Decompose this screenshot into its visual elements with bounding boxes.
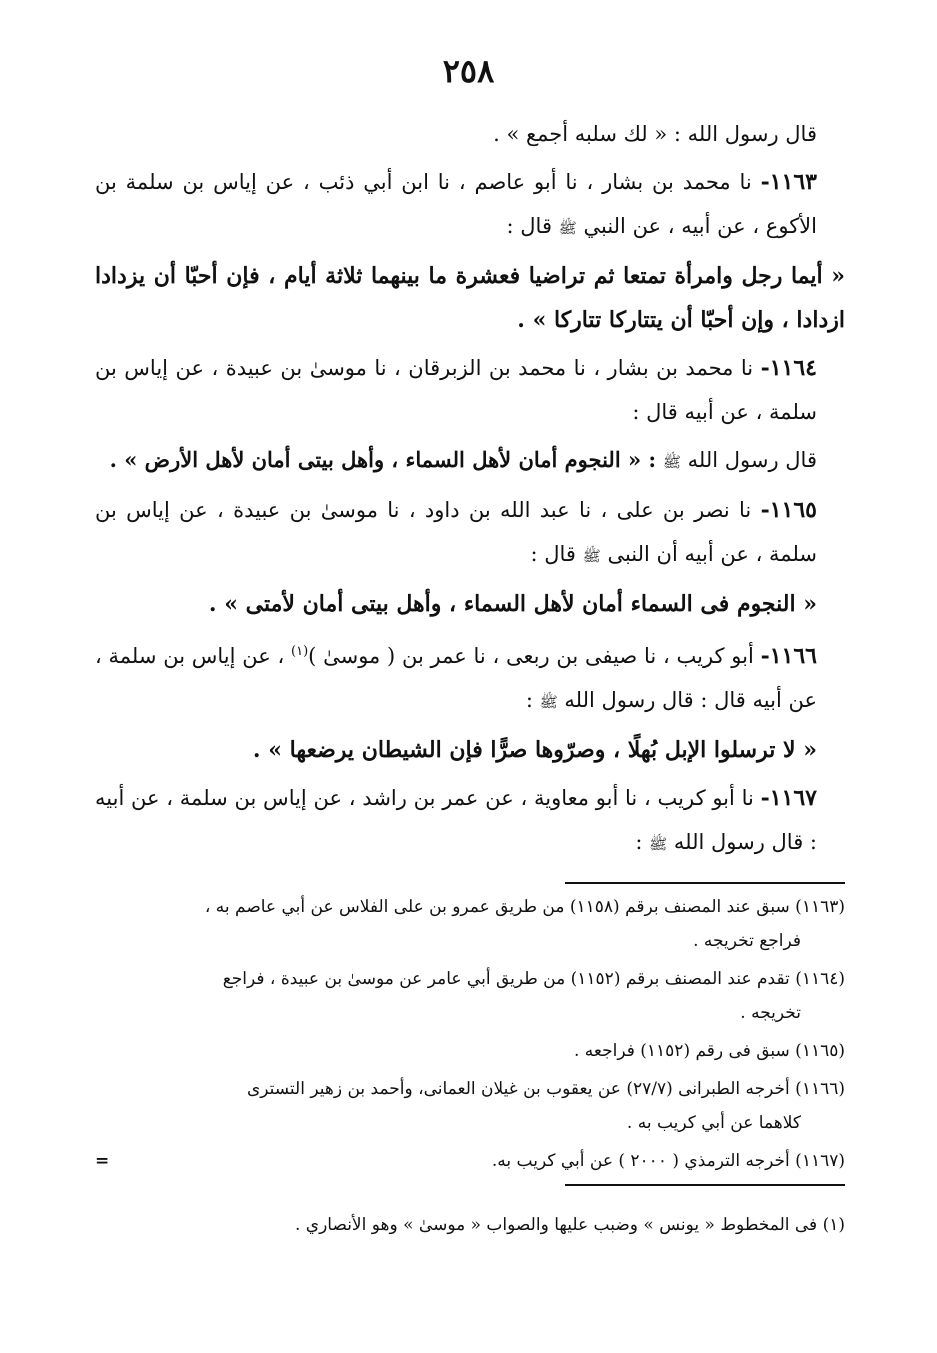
takhrij-notes xyxy=(95,890,845,1182)
paragraph-text: قال رسول الله : « لك سلبه أجمع » . xyxy=(493,122,817,146)
hadith-isnad: نا نصر بن على ، نا عبد الله بن داود ، نا موسىٰ بن عبيدة ، عن إياس بن سلمة ، عن أبيه أن النبى xyxy=(95,498,817,566)
hadith-1166-matn xyxy=(95,728,845,772)
continuation-mark: = xyxy=(95,1151,110,1171)
hadith-1164 xyxy=(95,346,845,434)
hadith-matn: « لا ترسلوا الإبل بُهلًا ، وصرّوها صرًّا فإن الشيطان يرضعها » . xyxy=(252,737,817,763)
hadith-isnad-end: : xyxy=(635,830,643,854)
hadith-number: ١١٦٣- xyxy=(760,169,817,195)
salutation-glyph: ﷺ xyxy=(649,835,668,853)
note-1164 xyxy=(95,962,845,1030)
hadith-1163 xyxy=(95,160,845,250)
hadith-isnad-cont: ، عن إياس بن سلمة ، عن أبيه قال : قال رسول الله xyxy=(95,644,817,712)
hadith-matn-intro: قال رسول الله xyxy=(687,448,817,472)
hadith-number: ١١٦٧- xyxy=(760,785,817,811)
footnote xyxy=(95,1208,845,1242)
note-text-cont: تخريجه . xyxy=(740,1003,801,1023)
salutation-glyph: ﷺ xyxy=(558,219,577,237)
hadith-isnad-end: قال : xyxy=(506,214,552,238)
hadith-1167 xyxy=(95,776,845,866)
note-1163 xyxy=(95,890,845,958)
note-text-cont: فراجع تخريجه . xyxy=(693,931,801,951)
note-1167 xyxy=(95,1144,845,1178)
note-text: (١١٦٦) أخرجه الطبرانى (٢٧/٧) عن يعقوب بن غيلان العمانى، وأحمد بن زهير التسترى xyxy=(246,1079,845,1099)
hadith-isnad: نا محمد بن بشار ، نا محمد بن الزبرقان ، نا موسىٰ بن عبيدة ، عن إياس بن سلمة ، عن أبيه قال : xyxy=(95,356,817,424)
salutation-glyph: ﷺ xyxy=(662,453,681,471)
page-number: ٢٥٨ xyxy=(442,52,495,90)
note-1165 xyxy=(95,1034,845,1068)
paragraph-continuation xyxy=(95,112,845,156)
hadith-1163-matn xyxy=(95,254,845,342)
notes-divider xyxy=(565,882,845,884)
footnote-reference[interactable]: (١) xyxy=(291,644,309,659)
salutation-glyph: ﷺ xyxy=(539,693,558,711)
note-text: (١١٦٣) سبق عند المصنف برقم (١١٥٨) من طريق عمرو بن على الفلاس عن أبي عاصم به ، xyxy=(204,897,845,917)
note-text-cont: كلاهما عن أبي كريب به . xyxy=(626,1113,801,1133)
hadith-1164-matn xyxy=(95,438,845,484)
hadith-isnad: نا محمد بن بشار ، نا أبو عاصم ، نا ابن أبي ذئب ، عن إياس بن سلمة بن الأكوع ، عن أبيه ، عن النبي xyxy=(95,170,817,238)
hadith-number: ١١٦٤- xyxy=(760,355,817,381)
hadith-isnad-end: : xyxy=(525,688,533,712)
hadith-number: ١١٦٦- xyxy=(760,643,817,669)
hadith-matn: « النجوم فى السماء أمان لأهل السماء ، وأهل بيتى أمان لأمتى » . xyxy=(208,591,817,617)
hadith-isnad: أبو كريب ، نا صيفى بن ربعى ، نا عمر بن ( موسىٰ ) xyxy=(308,644,754,668)
hadith-1165 xyxy=(95,488,845,578)
footnote-text: (١) فى المخطوط « يونس » وضبب عليها والصواب « موسىٰ » وهو الأنصاري . xyxy=(294,1215,845,1235)
hadith-matn: « أيما رجل وامرأة تمتعا ثم تراضيا فعشرة ما بينهما ثلاثة أيام ، فإن أحبّا أن يزدادا ازدادا ، وإن أحبّا أن يتتاركا تتاركا » . xyxy=(95,263,845,333)
note-text: (١١٦٧) أخرجه الترمذي ( ٢٠٠٠ ) عن أبي كريب به. xyxy=(491,1151,845,1171)
hadith-1165-matn xyxy=(95,582,845,626)
hadith-isnad-end: قال : xyxy=(530,542,576,566)
hadith-isnad: نا أبو كريب ، نا أبو معاوية ، عن عمر بن راشد ، عن إياس بن سلمة ، عن أبيه : قال رسول الله xyxy=(95,786,817,854)
salutation-glyph: ﷺ xyxy=(582,547,601,565)
note-text: (١١٦٤) تقدم عند المصنف برقم (١١٥٢) من طريق أبي عامر عن موسىٰ بن عبيدة ، فراجع xyxy=(222,969,845,989)
footnote-divider xyxy=(565,1184,845,1186)
note-1166 xyxy=(95,1072,845,1140)
hadith-1166 xyxy=(95,630,845,724)
note-text: (١١٦٥) سبق فى رقم (١١٥٢) فراجعه . xyxy=(574,1041,845,1061)
hadith-matn: : « النجوم أمان لأهل السماء ، وأهل بيتى أمان لأهل الأرض » . xyxy=(109,447,657,472)
main-text xyxy=(95,112,845,870)
hadith-number: ١١٦٥- xyxy=(760,497,817,523)
